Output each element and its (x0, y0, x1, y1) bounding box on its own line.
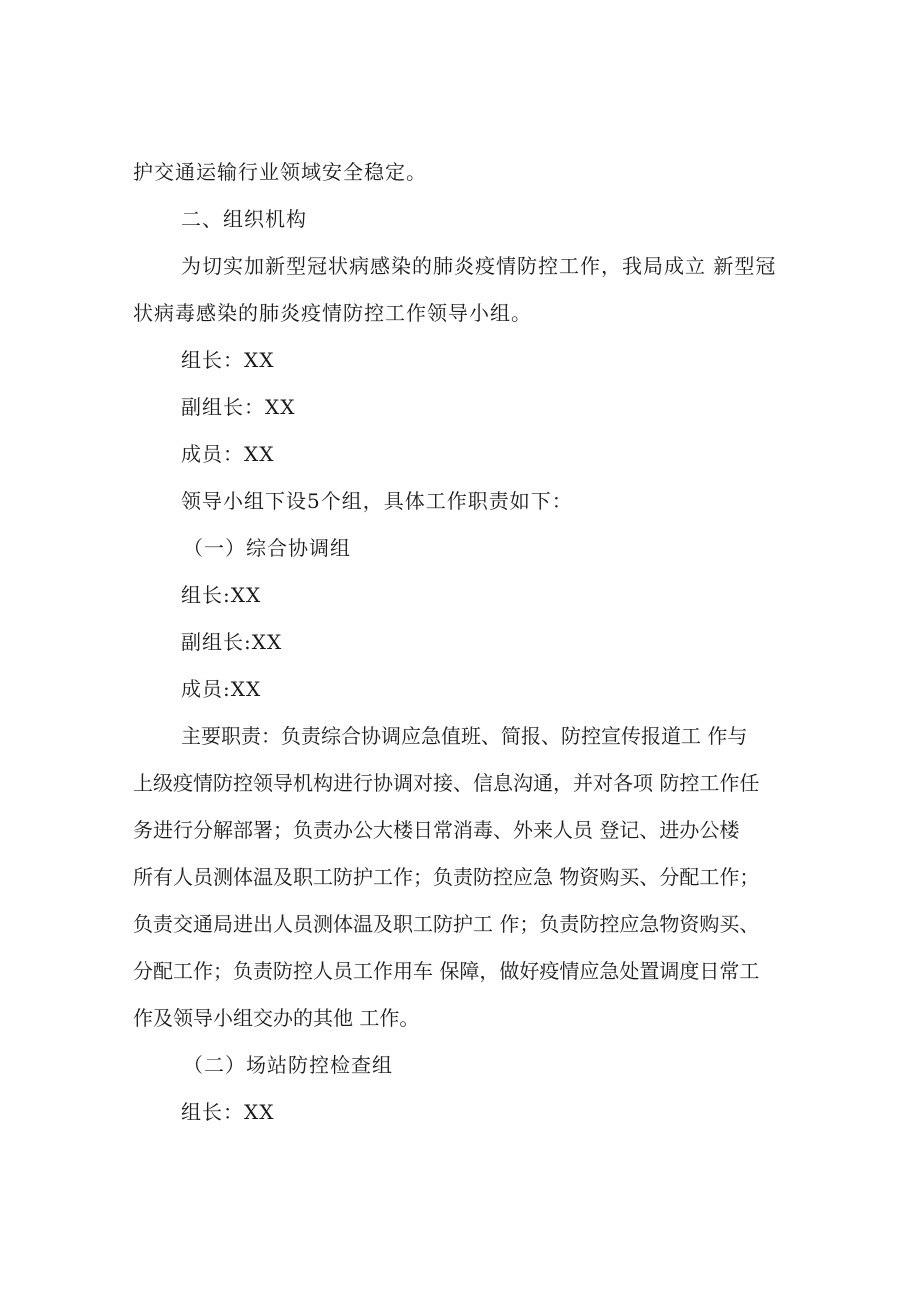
paragraph-continuation: 护交通运输行业领域安全稳定。 (133, 160, 427, 184)
members-line: 成员：XX (181, 442, 275, 466)
duty-paragraph-line: 负责交通局进出人员测体温及职工防护工 作；负责防控应急物资购买、 (133, 912, 760, 936)
duty-paragraph-line: 所有人员测体温及职工防护工作；负责防控应急 物资购买、分配工作； (133, 865, 760, 889)
leader-line: 组长：XX (181, 1100, 275, 1124)
section-heading: 二、组织机构 (181, 207, 307, 231)
duty-paragraph-line: 上级疫情防控领导机构进行协调对接、信息沟通，并对各项 防控工作任 (133, 771, 760, 795)
subsection-heading: （二）场站防控检查组 (183, 1053, 393, 1077)
leader-line: 组长:XX (181, 583, 262, 607)
paragraph-line: 领导小组下设5个组，具体工作职责如下： (181, 489, 573, 513)
members-line: 成员:XX (181, 677, 262, 701)
leader-line: 组长：XX (181, 348, 275, 372)
duty-paragraph-line: 作及领导小组交办的其他 工作。 (133, 1006, 420, 1030)
duty-paragraph-line: 主要职责：负责综合协调应急值班、简报、防控宣传报道工 作与 (181, 724, 748, 748)
paragraph-line: 为切实加新型冠状病感染的肺炎疫情防控工作，我局成立 新型冠 (181, 254, 777, 278)
deputy-leader-line: 副组长：XX (181, 395, 296, 419)
deputy-leader-line: 副组长:XX (181, 630, 283, 654)
subsection-heading: （一）综合协调组 (183, 536, 351, 560)
duty-paragraph-line: 分配工作；负责防控人员工作用车 保障，做好疫情应急处置调度日常工 (133, 959, 760, 983)
duty-paragraph-line: 务进行分解部署；负责办公大楼日常消毒、外来人员 登记、进办公楼 (133, 818, 740, 842)
paragraph-line: 状病毒感染的肺炎疫情防控工作领导小组。 (133, 301, 532, 325)
